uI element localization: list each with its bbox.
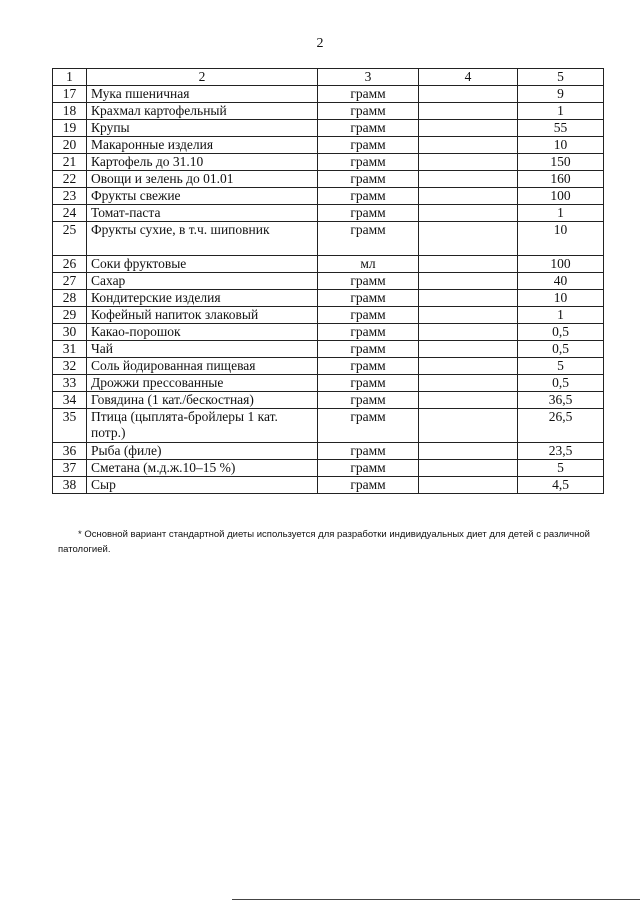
table-row xyxy=(53,205,604,222)
quantity-value: 9 xyxy=(518,86,604,103)
unit-cell: грамм xyxy=(318,460,419,477)
quantity-value: 0,5 xyxy=(518,341,604,358)
product-name: Рыба (филе) xyxy=(87,443,318,460)
header-cell: 2 xyxy=(87,69,318,86)
unit-cell: грамм xyxy=(318,103,419,120)
table-row xyxy=(53,86,604,103)
row-number: 29 xyxy=(53,307,87,324)
unit-cell: грамм xyxy=(318,205,419,222)
column-4-cell xyxy=(419,222,518,256)
unit-cell: грамм xyxy=(318,477,419,494)
product-name: Томат-паста xyxy=(87,205,318,222)
row-number: 35 xyxy=(53,409,87,443)
column-4-cell xyxy=(419,409,518,443)
quantity-value: 5 xyxy=(518,358,604,375)
unit-cell: грамм xyxy=(318,273,419,290)
product-name: Говядина (1 кат./бескостная) xyxy=(87,392,318,409)
quantity-value: 40 xyxy=(518,273,604,290)
product-name: Дрожжи прессованные xyxy=(87,375,318,392)
quantity-value: 23,5 xyxy=(518,443,604,460)
unit-cell: грамм xyxy=(318,375,419,392)
page-number: 2 xyxy=(316,36,324,51)
product-name: Крахмал картофельный xyxy=(87,103,318,120)
column-4-cell xyxy=(419,86,518,103)
unit-cell: грамм xyxy=(318,120,419,137)
row-number: 18 xyxy=(53,103,87,120)
quantity-value: 160 xyxy=(518,171,604,188)
table-row xyxy=(53,188,604,205)
quantity-value: 1 xyxy=(518,307,604,324)
row-number: 34 xyxy=(53,392,87,409)
table-row xyxy=(53,375,604,392)
table-row xyxy=(53,222,604,256)
table-header-row xyxy=(53,69,604,86)
column-4-cell xyxy=(419,290,518,307)
unit-cell: грамм xyxy=(318,307,419,324)
product-name: Кондитерские изделия xyxy=(87,290,318,307)
row-number: 19 xyxy=(53,120,87,137)
row-number: 27 xyxy=(53,273,87,290)
quantity-value: 26,5 xyxy=(518,409,604,443)
table-row xyxy=(53,460,604,477)
column-4-cell xyxy=(419,392,518,409)
quantity-value: 36,5 xyxy=(518,392,604,409)
row-number: 21 xyxy=(53,154,87,171)
row-number: 25 xyxy=(53,222,87,256)
table-row xyxy=(53,392,604,409)
row-number: 26 xyxy=(53,256,87,273)
row-number: 32 xyxy=(53,358,87,375)
unit-cell: грамм xyxy=(318,154,419,171)
column-4-cell xyxy=(419,205,518,222)
table-row xyxy=(53,409,604,443)
column-4-cell xyxy=(419,103,518,120)
header-cell: 4 xyxy=(419,69,518,86)
footnote: * Основной вариант стандартной диеты используется для разработки индивидуальных диет для детей с различной патологией. xyxy=(58,529,590,555)
column-4-cell xyxy=(419,273,518,290)
unit-cell: грамм xyxy=(318,188,419,205)
column-4-cell xyxy=(419,375,518,392)
row-number: 37 xyxy=(53,460,87,477)
table-row xyxy=(53,120,604,137)
column-4-cell xyxy=(419,137,518,154)
product-name: Соль йодированная пищевая xyxy=(87,358,318,375)
row-number: 23 xyxy=(53,188,87,205)
quantity-value: 0,5 xyxy=(518,375,604,392)
quantity-value: 10 xyxy=(518,222,604,256)
column-4-cell xyxy=(419,324,518,341)
product-name: Сметана (м.д.ж.10–15 %) xyxy=(87,460,318,477)
row-number: 17 xyxy=(53,86,87,103)
product-name: Мука пшеничная xyxy=(87,86,318,103)
unit-cell: грамм xyxy=(318,137,419,154)
table-row xyxy=(53,307,604,324)
unit-cell: мл xyxy=(318,256,419,273)
unit-cell: грамм xyxy=(318,290,419,307)
unit-cell: грамм xyxy=(318,409,419,443)
row-number: 30 xyxy=(53,324,87,341)
table-row xyxy=(53,290,604,307)
column-4-cell xyxy=(419,120,518,137)
column-4-cell xyxy=(419,341,518,358)
unit-cell: грамм xyxy=(318,341,419,358)
quantity-value: 1 xyxy=(518,103,604,120)
product-name: Сахар xyxy=(87,273,318,290)
column-4-cell xyxy=(419,477,518,494)
column-4-cell xyxy=(419,188,518,205)
table-row xyxy=(53,477,604,494)
row-number: 24 xyxy=(53,205,87,222)
table-row xyxy=(53,171,604,188)
row-number: 36 xyxy=(53,443,87,460)
product-name: Овощи и зелень до 01.01 xyxy=(87,171,318,188)
column-4-cell xyxy=(419,307,518,324)
table-row xyxy=(53,324,604,341)
product-name: Картофель до 31.10 xyxy=(87,154,318,171)
quantity-value: 5 xyxy=(518,460,604,477)
product-name: Фрукты сухие, в т.ч. шиповник xyxy=(87,222,318,256)
table-row xyxy=(53,443,604,460)
column-4-cell xyxy=(419,154,518,171)
quantity-value: 10 xyxy=(518,290,604,307)
row-number: 31 xyxy=(53,341,87,358)
quantity-value: 10 xyxy=(518,137,604,154)
product-name: Птица (цыплята-бройлеры 1 кат. потр.) xyxy=(87,409,318,443)
diet-table xyxy=(52,68,604,494)
quantity-value: 100 xyxy=(518,188,604,205)
unit-cell: грамм xyxy=(318,443,419,460)
quantity-value: 0,5 xyxy=(518,324,604,341)
product-name: Фрукты свежие xyxy=(87,188,318,205)
column-4-cell xyxy=(419,256,518,273)
product-name: Макаронные изделия xyxy=(87,137,318,154)
row-number: 20 xyxy=(53,137,87,154)
product-name: Соки фруктовые xyxy=(87,256,318,273)
quantity-value: 1 xyxy=(518,205,604,222)
table-row xyxy=(53,103,604,120)
row-number: 33 xyxy=(53,375,87,392)
unit-cell: грамм xyxy=(318,392,419,409)
unit-cell: грамм xyxy=(318,324,419,341)
table-row xyxy=(53,154,604,171)
unit-cell: грамм xyxy=(318,86,419,103)
column-4-cell xyxy=(419,171,518,188)
product-name: Крупы xyxy=(87,120,318,137)
product-name: Чай xyxy=(87,341,318,358)
quantity-value: 150 xyxy=(518,154,604,171)
table-row xyxy=(53,256,604,273)
quantity-value: 100 xyxy=(518,256,604,273)
table-row xyxy=(53,137,604,154)
unit-cell: грамм xyxy=(318,171,419,188)
row-number: 28 xyxy=(53,290,87,307)
quantity-value: 55 xyxy=(518,120,604,137)
product-name: Сыр xyxy=(87,477,318,494)
column-4-cell xyxy=(419,460,518,477)
product-name: Какао-порошок xyxy=(87,324,318,341)
table-row xyxy=(53,358,604,375)
unit-cell: грамм xyxy=(318,358,419,375)
header-cell: 1 xyxy=(53,69,87,86)
column-4-cell xyxy=(419,443,518,460)
bottom-divider xyxy=(232,899,640,900)
header-cell: 5 xyxy=(518,69,604,86)
table-row xyxy=(53,341,604,358)
table-row xyxy=(53,273,604,290)
row-number: 38 xyxy=(53,477,87,494)
quantity-value: 4,5 xyxy=(518,477,604,494)
row-number: 22 xyxy=(53,171,87,188)
header-cell: 3 xyxy=(318,69,419,86)
product-name: Кофейный напиток злаковый xyxy=(87,307,318,324)
column-4-cell xyxy=(419,358,518,375)
unit-cell: грамм xyxy=(318,222,419,256)
